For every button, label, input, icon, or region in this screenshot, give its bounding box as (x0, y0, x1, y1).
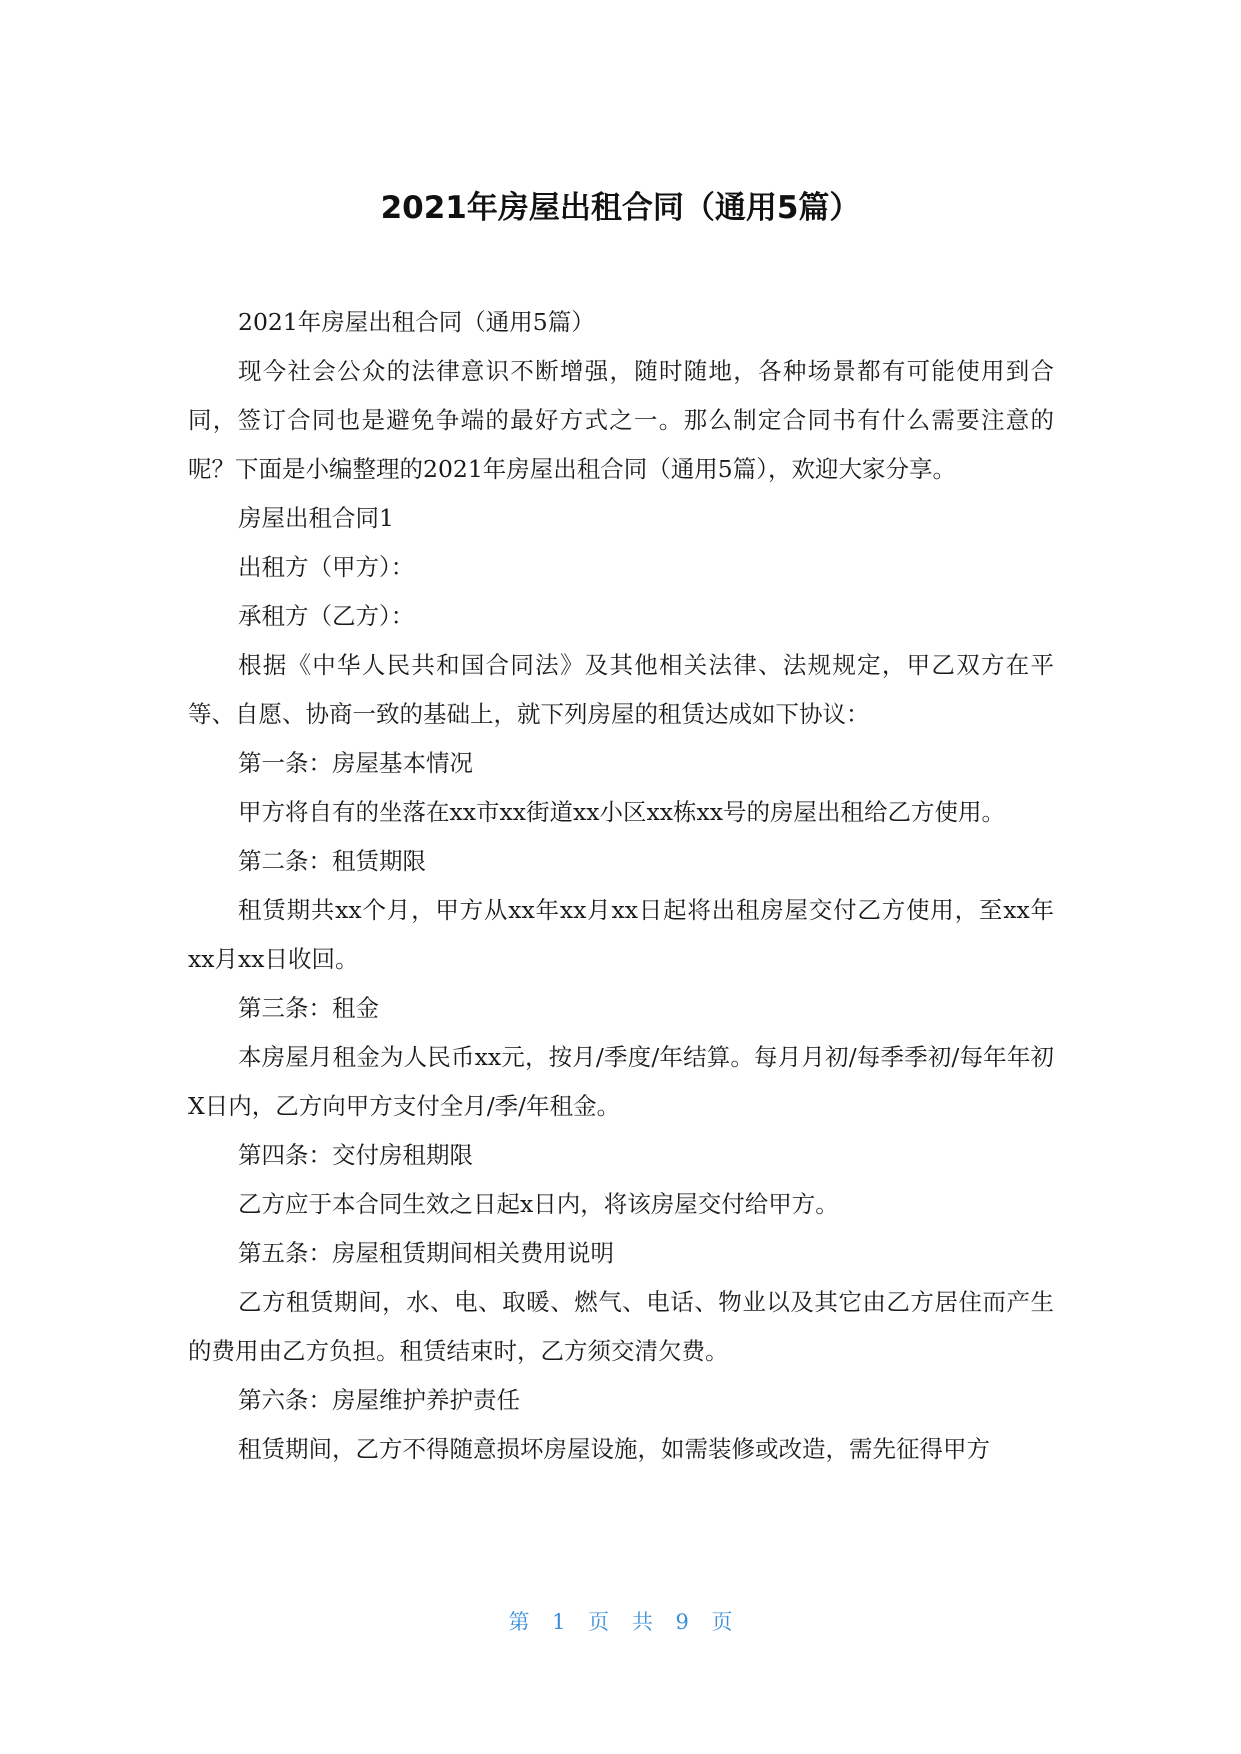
article-2-body: 租赁期共xx个月，甲方从xx年xx月xx日起将出租房屋交付乙方使用，至xx年xx月xx日收回。 (188, 896, 1054, 973)
article-3-heading: 第三条：租金 (238, 994, 379, 1022)
paragraph-lessee: 承租方（乙方）： (238, 602, 415, 630)
article-1-body: 甲方将自有的坐落在xx市xx街道xx小区xx栋xx号的房屋出租给乙方使用。 (238, 798, 1006, 826)
page-number-footer: 第 1 页 共 9 页 (508, 1610, 733, 1634)
document-body (188, 298, 1054, 1474)
article-4-body: 乙方应于本合同生效之日起x日内，将该房屋交付给甲方。 (238, 1190, 839, 1218)
article-5-body: 乙方租赁期间，水、电、取暖、燃气、电话、物业以及其它由乙方居住而产生的费用由乙方负担。租赁结束时，乙方须交清欠费。 (188, 1288, 1054, 1365)
article-3-body: 本房屋月租金为人民币xx元，按月/季度/年结算。每月月初/每季季初/每年年初X日内，乙方向甲方支付全月/季/年租金。 (188, 1043, 1054, 1120)
article-5-heading: 第五条：房屋租赁期间相关费用说明 (238, 1239, 614, 1267)
document-title: 2021年房屋出租合同（通用5篇） (380, 190, 861, 226)
article-2-heading: 第二条：租赁期限 (238, 847, 426, 875)
paragraph-contract-heading: 房屋出租合同1 (238, 504, 394, 532)
paragraph-legal-basis: 根据《中华人民共和国合同法》及其他相关法律、法规规定，甲乙双方在平等、自愿、协商一致的基础上，就下列房屋的租赁达成如下协议： (188, 651, 1054, 728)
article-6-body: 租赁期间，乙方不得随意损坏房屋设施，如需装修或改造，需先征得甲方 (238, 1435, 990, 1463)
article-1-heading: 第一条：房屋基本情况 (238, 749, 473, 777)
paragraph-lessor: 出租方（甲方）： (238, 553, 415, 581)
paragraph-intro: 现今社会公众的法律意识不断增强，随时随地，各种场景都有可能使用到合同，签订合同也是避免争端的最好方式之一。那么制定合同书有什么需要注意的呢？下面是小编整理的2021年房屋出租合同（通用5篇），欢迎大家分享。 (188, 357, 1054, 483)
article-4-heading: 第四条：交付房租期限 (238, 1141, 473, 1169)
article-6-heading: 第六条：房屋维护养护责任 (238, 1386, 520, 1414)
paragraph-subtitle: 2021年房屋出租合同（通用5篇） (238, 308, 595, 336)
